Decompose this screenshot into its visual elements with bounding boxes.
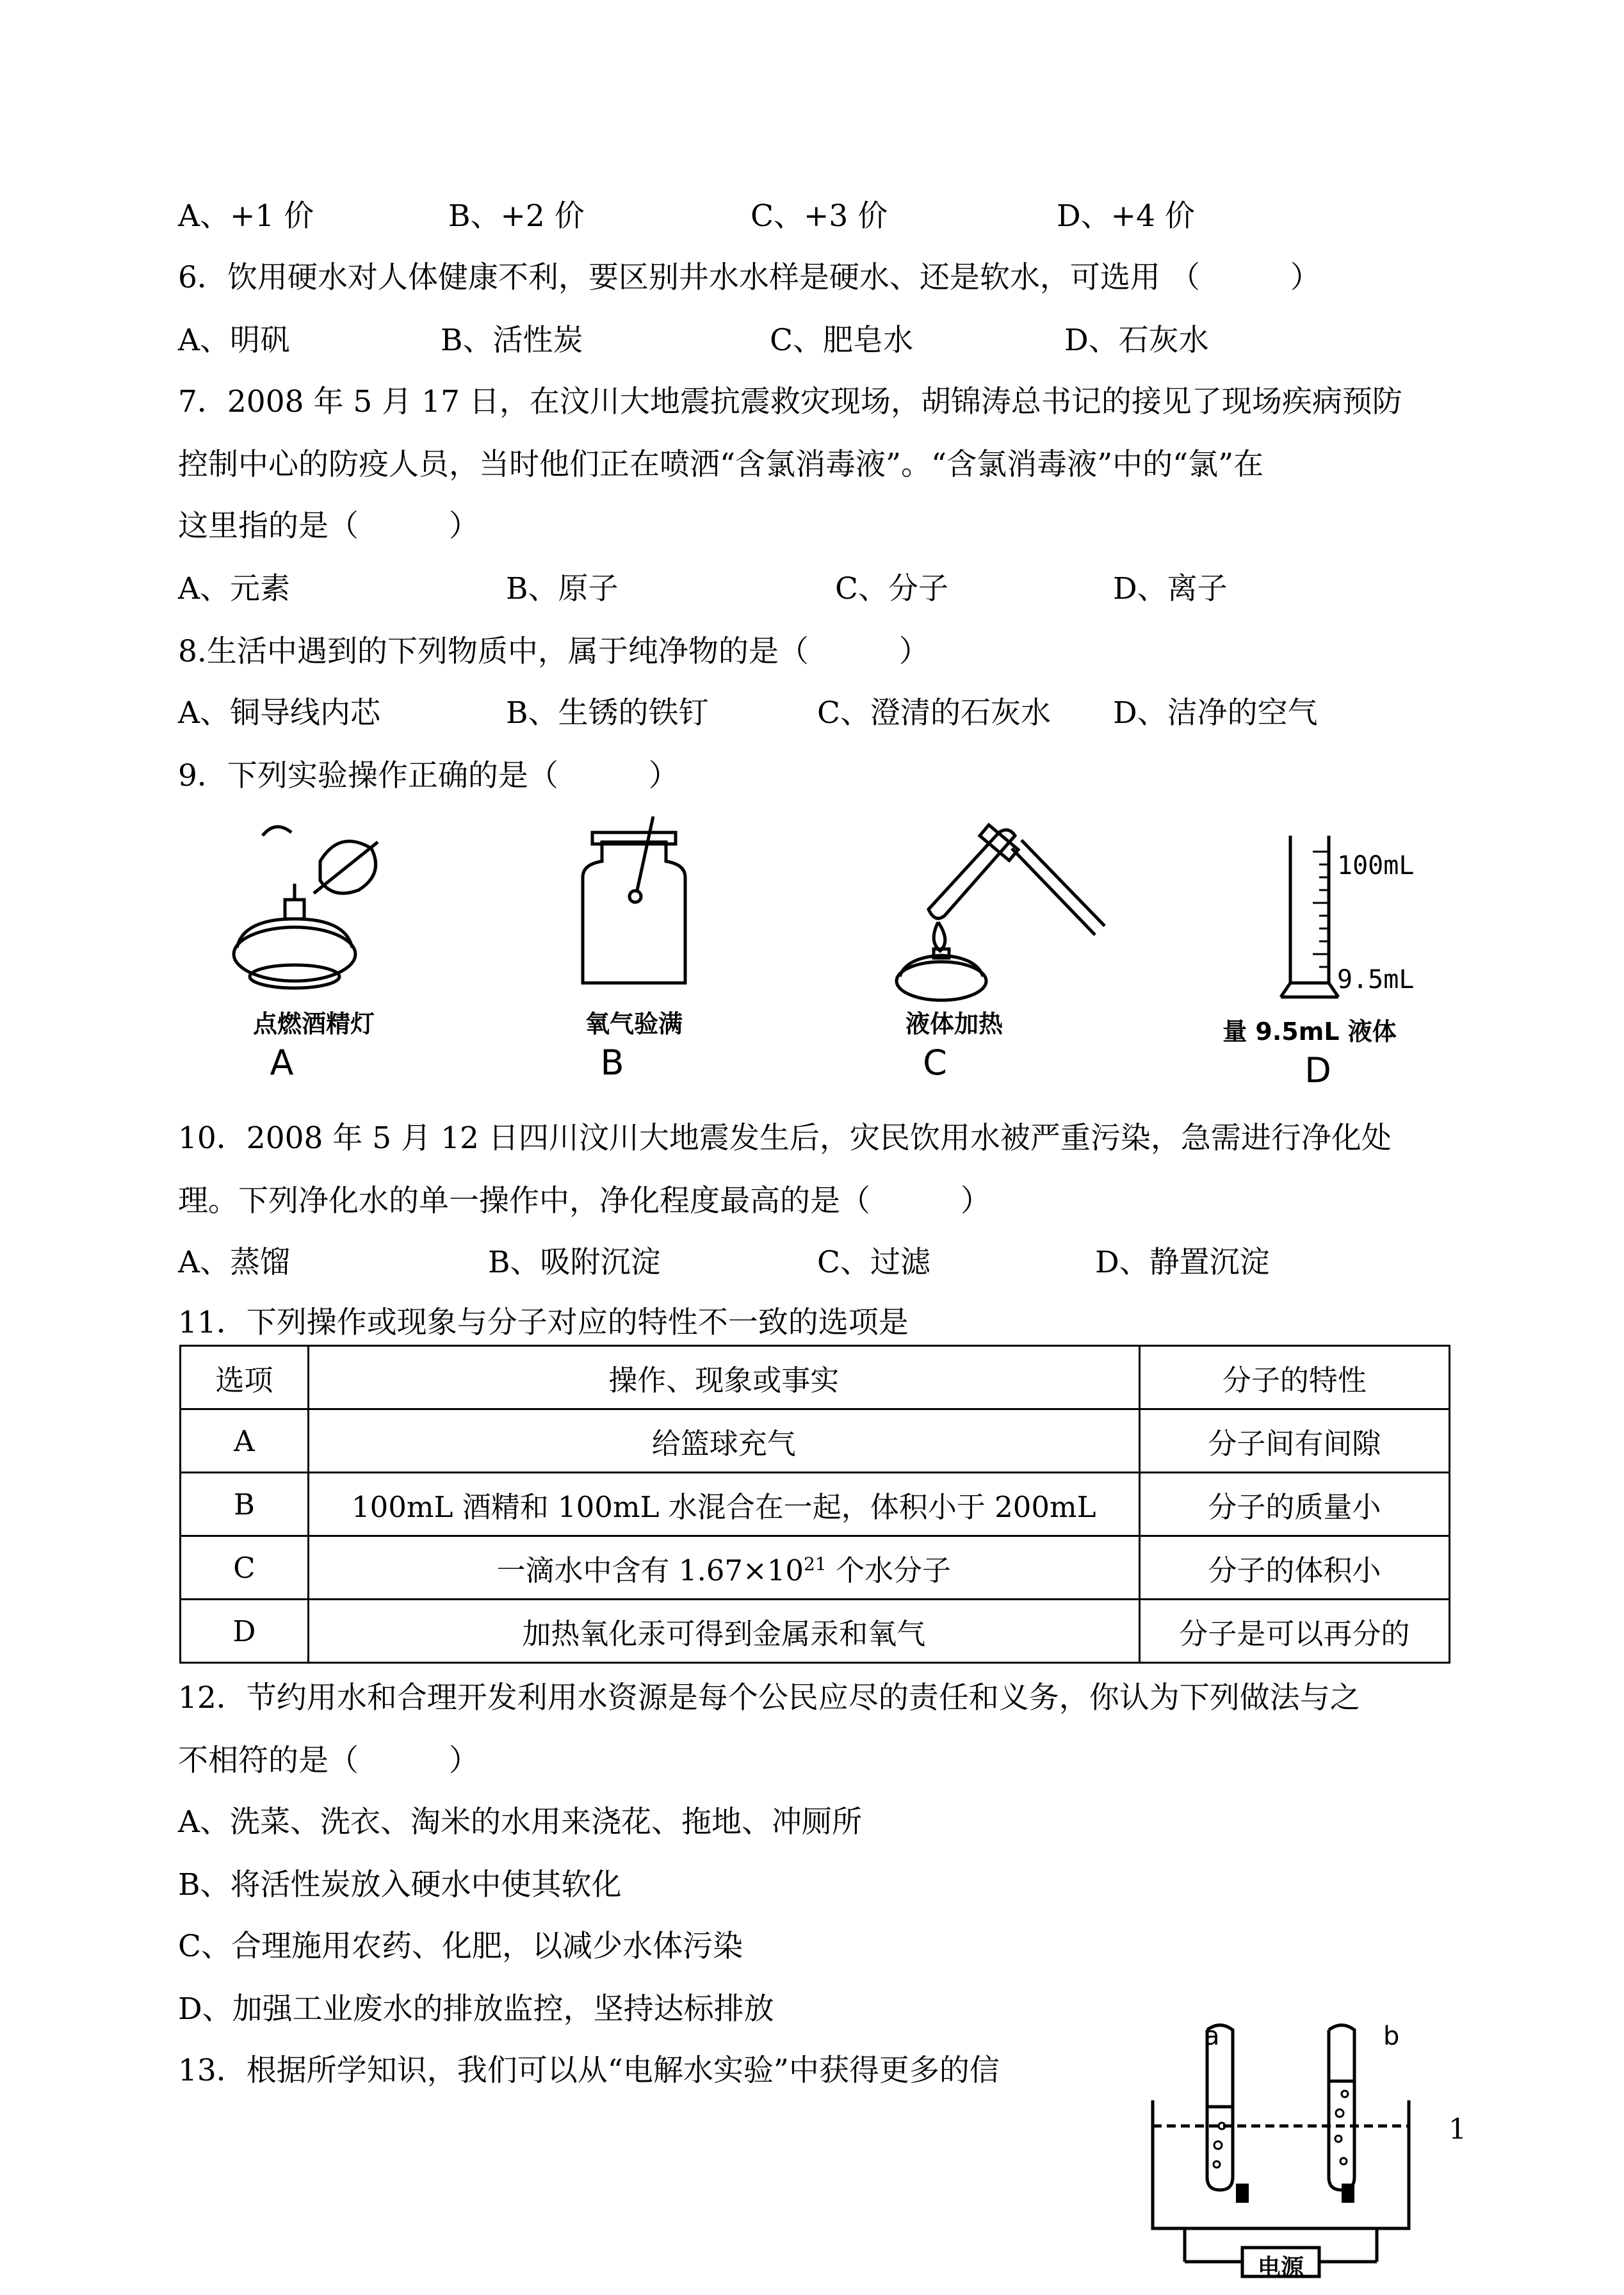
q6-stem: 6．饮用硬水对人体健康不利，要区别井水水样是硬水、还是软水，可选用 （ ） xyxy=(178,260,1320,295)
electrolysis-label-b: b xyxy=(1383,2022,1400,2051)
power-source-label: 电源 xyxy=(1257,2255,1304,2281)
q6-option-d: D、石灰水 xyxy=(1064,323,1209,358)
header-property: 分子的特性 xyxy=(1139,1346,1449,1409)
q8-option-a: A、铜导线内芯 xyxy=(178,695,380,731)
page-number: 1 xyxy=(1449,2113,1466,2146)
test-tube-heating-icon xyxy=(884,813,1114,1005)
q10-option-d: D、静置沉淀 xyxy=(1095,1245,1270,1280)
q10-line-1: 10．2008 年 5 月 12 日四川汶川大地震发生后，灾民饮用水被严重污染，急需进行净化处 xyxy=(178,1121,1392,1156)
q10-line-2: 理。下列净化水的单一操作中，净化程度最高的是（ ） xyxy=(178,1183,991,1219)
electrolysis-label-a: a xyxy=(1204,2022,1220,2051)
cell-property: 分子的质量小 xyxy=(1139,1473,1449,1536)
cell-fact: 100mL 酒精和 100mL 水混合在一起，体积小于 200mL xyxy=(308,1473,1139,1536)
alcohol-lamp-lighting-icon xyxy=(218,816,410,1002)
table-header-row xyxy=(181,1346,1450,1409)
q7-option-a: A、元素 xyxy=(178,571,290,606)
q7-line-3: 这里指的是（ ） xyxy=(178,508,479,544)
q13-stem: 13．根据所学知识，我们可以从“电解水实验”中获得更多的信 xyxy=(178,2053,1000,2088)
gas-bottle-test-icon xyxy=(557,813,711,986)
cell-fact-base: 一滴水中含有 1.67×10 xyxy=(496,1553,804,1587)
electrolysis-apparatus-icon xyxy=(1146,2017,1415,2286)
cell-fact-exponent: 21 xyxy=(804,1553,827,1575)
q8-stem: 8.生活中遇到的下列物质中，属于纯净物的是（ ） xyxy=(178,634,929,669)
cell-option: B xyxy=(181,1473,309,1536)
q12-line-1: 12．节约用水和合理开发利用水资源是每个公民应尽的责任和义务，你认为下列做法与之 xyxy=(178,1680,1360,1715)
cell-option: C xyxy=(181,1536,309,1600)
figure-b-letter: B xyxy=(600,1042,624,1083)
q8-option-c: C、澄清的石灰水 xyxy=(817,695,1051,731)
cell-fact: 给篮球充气 xyxy=(308,1409,1139,1473)
q12-option-d: D、加强工业废水的排放监控，坚持达标排放 xyxy=(178,1991,774,2027)
cylinder-mark-100ml: 100mL xyxy=(1337,851,1415,880)
q12-option-a: A、洗菜、洗衣、淘米的水用来浇花、拖地、冲厕所 xyxy=(178,1804,862,1840)
cell-fact: 加热氧化汞可得到金属汞和氧气 xyxy=(308,1600,1139,1663)
figure-a-caption: 点燃酒精灯 xyxy=(252,1010,375,1038)
q5-option-d: D、+4 价 xyxy=(1057,199,1195,234)
q12-line-2: 不相符的是（ ） xyxy=(178,1743,479,1778)
q8-option-d: D、洁净的空气 xyxy=(1113,695,1318,731)
cell-option: D xyxy=(181,1600,309,1663)
q12-option-c: C、合理施用农药、化肥，以减少水体污染 xyxy=(178,1929,743,1964)
q7-option-d: D、离子 xyxy=(1113,571,1228,606)
figure-d-caption: 量 9.5mL 液体 xyxy=(1222,1018,1397,1046)
table-row xyxy=(181,1473,1450,1536)
q5-option-b: B、+2 价 xyxy=(448,199,585,234)
q11-table xyxy=(179,1345,1450,1664)
q6-option-c: C、肥皂水 xyxy=(770,323,913,358)
q6-option-b: B、活性炭 xyxy=(441,323,583,358)
q7-option-b: B、原子 xyxy=(506,571,619,606)
header-option: 选项 xyxy=(181,1346,309,1409)
q10-option-c: C、过滤 xyxy=(817,1245,930,1280)
cell-option: A xyxy=(181,1409,309,1473)
q5-option-c: C、+3 价 xyxy=(751,199,888,234)
table-row xyxy=(181,1536,1450,1600)
q5-option-a: A、+1 价 xyxy=(178,199,314,234)
q11-stem: 11．下列操作或现象与分子对应的特性不一致的选项是 xyxy=(178,1305,909,1340)
q10-option-b: B、吸附沉淀 xyxy=(488,1245,661,1280)
q8-option-b: B、生锈的铁钉 xyxy=(506,695,709,731)
cell-property: 分子的体积小 xyxy=(1139,1536,1449,1600)
cell-fact-tail: 个水分子 xyxy=(826,1553,951,1587)
q7-line-1: 7．2008 年 5 月 17 日，在汶川大地震抗震救灾现场，胡锦涛总书记的接见了现场疾病预防 xyxy=(178,384,1402,419)
q10-option-a: A、蒸馏 xyxy=(178,1245,290,1280)
q12-option-b: B、将活性炭放入硬水中使其软化 xyxy=(178,1867,622,1902)
figure-b-caption: 氧气验满 xyxy=(585,1010,683,1038)
q6-option-a: A、明矾 xyxy=(178,323,290,358)
figure-a-letter: A xyxy=(270,1042,294,1083)
cell-property: 分子是可以再分的 xyxy=(1139,1600,1449,1663)
table-row xyxy=(181,1409,1450,1473)
table-row xyxy=(181,1600,1450,1663)
figure-c-caption: 液体加热 xyxy=(905,1010,1003,1038)
cell-property: 分子间有间隙 xyxy=(1139,1409,1449,1473)
q7-option-c: C、分子 xyxy=(835,571,948,606)
cylinder-mark-9-5ml: 9.5mL xyxy=(1337,965,1415,994)
q9-stem: 9．下列实验操作正确的是（ ） xyxy=(178,758,679,793)
header-fact: 操作、现象或事实 xyxy=(308,1346,1139,1409)
figure-c-letter: C xyxy=(923,1042,947,1083)
cell-fact xyxy=(308,1536,1139,1600)
graduated-cylinder-icon xyxy=(1274,829,1345,1002)
figure-d-letter: D xyxy=(1304,1050,1331,1091)
q7-line-2: 控制中心的防疫人员，当时他们正在喷洒“含氯消毒液”。“含氯消毒液”中的“氯”在 xyxy=(178,447,1264,482)
